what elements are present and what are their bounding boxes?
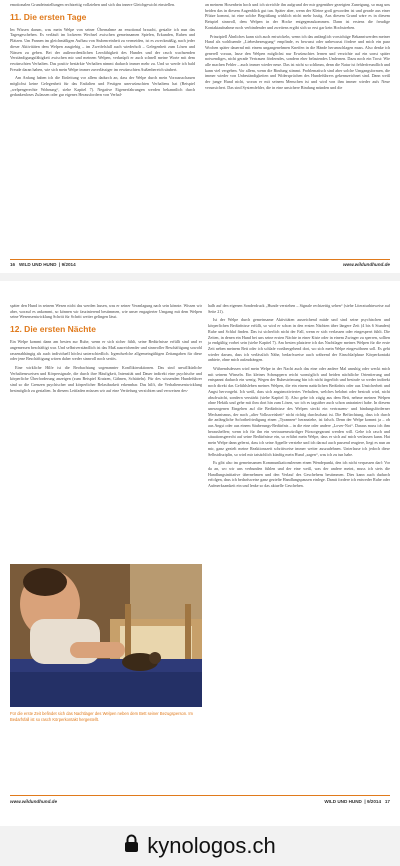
magazine-page-16 xyxy=(0,0,400,273)
url-domain[interactable]: kynologos.ch xyxy=(147,833,276,858)
paragraph: Eine wirkliche Hilfe ist die Beobachtung sogenannter Konfliktreaktionen. Das sind unwillkürliche Verhaltensweisen und Körpersignale, die durch ihre Häufigkeit, Intensität und Dauer indirekt eine psychische und körperliche Überforderung anzeigen (zum Beispiel Kratzen, Gähnen, Schütteln). Für des wissenden Hundeführer sind so die Grenzen psychischer und körperlicher Belastbarkeit erkennbar. Das hilft, die Verhaltensentwicklung bestmöglich zu gestalten. In diesem Leitfaden müssen wir auf eine Vertiefung verzichten und verweisen des- xyxy=(10,364,202,393)
paragraph: Prinzipiell Ähnliches kann sich auch entwickeln, wenn ich das anfänglich vorsichtige Bekanntwerden meiner Hand als wohltuende „Liebesbezeugung“ empfinde, es bewusst oder unbewusst fördere und mich ein paar Wochen später dauernd mit einem ungangenehmen Kneifen in die Hände herumschlagen muss. Also denke ich generell voraus, lasse den Welpen möglichst nur Erwünschtes lernen und verzichte auf ein sonst später notwendiges, nicht gerade Vertrauen förderndes, sondern eher belastendes Umlernen. Dazu noch ein Trost: Wie alle machen Fehler – auch immer wieder neue. Das ist nicht so schlimm, denn die Natur ist fehlerfreundlich und kann viel vergeben. Vor allem, wenn die Bindung stimmt. Problematisch sind aber solche Umgangsformen, die immer wieder von Unbeständigkeiten und Widersprüchen des Hundeführers gekennzeichnet sind. Dann weiß der junge Hund nicht, woran er mit seinem Menschen ist und wird von ihm immer wieder aufs Neue verunsichert. Das sind Systemfehler, die in eine unsichere Bindung münden und die xyxy=(205,33,390,90)
left-column xyxy=(10,2,195,101)
magazine-brand: WILD UND HUND xyxy=(18,262,57,267)
paragraph: Im Wissen darum, was mein Welpe von seiner Übernahme an emotional braucht, gestalte ich nun das Tagesgeschehen. Es verläuft im lockeren Wechsel zwischen gemeinsamen Spielen, Erkunden, Ruhen und Plätzen. Um Pannen im gleichmäßigen Aufbau von Stubenreinheit zu vermeiden, ist es zweckmäßig, nach jeder dieser Aktivitäten dem Welpen ausgiebig – im Zweifelsfall auch wiederholt – Gelegenheit zum Lösen und Nässen zu geben. Bei der außerordentlichen Lernfähigkeit des Hundes und der rasch wachsenden Verständigungsfähigkeit zwischen mir und meinem Welpen, verknüpft er auch schnell meine Worte mit dem erwünschten Verhalten. Das positiv bestärkte Verhalten nimmt dadurch immer mehr zu. Und so werde ich bald Freude daran haben, wie sich mein Welpe immer zuverlässiger im erwünschten Außenbereich säubert. xyxy=(10,26,195,72)
lock-icon xyxy=(124,834,139,858)
right-column xyxy=(205,2,390,94)
issue-number: 9/2014 xyxy=(61,262,76,267)
paragraph: Ein Welpe kommt dann am besten zur Ruhe, wenn er sich sicher fühlt, seine Bedürfnisse erfüllt sind und er angemessen beschäftigt war. Und selbstverständlich ist das Maß ausreichender und sinnvoller Beschäftigung sowohl rassenabhängig als auch individuell höchst unterschiedlich. Irgendwelche allgemeingültigen Zeitangaben für diese oder jene Beschäftigung wären daher weder sinnvoll noch seriös. xyxy=(10,339,202,362)
paragraph: Währendsdessen wird mein Welpe in der Nacht auch das eine oder andere Mal unruhig oder weckt mich mit seinem Winseln. Ein kleines Schnuppern reicht womöglich und beiden nächtliche Orientierung und entspannt dadurch ein wenig. Wegen der Ruheströmung bin ich nicht ärgerlich und bestrafe so weder indirekt noch direkt das Gefühlsleben meines Welpen, die ein einem natürlichen Bedürfnis oder aus Unsicherheit und Angst hervorgeht. Ich weiß, dass sich angstmotiviertes Verhalten, welches belohnt oder bestraft wird, nicht abschwächt, sondern verstärkt (siehe Kapitel 3). Also gehe ich zügig aus dem Bett, nehme meinen Welpen ohne Hektik und gehe mit ihm dort hin zum Lösen, wo ich es tagsüber auch schon antrainiert habe. In diesem unerzogenen Eingehen auf die Bedürfnisse des Welpen steckt ein vertrauens- und bindungsförderner Mechanismus, der nach „alter Volksweisheit“ nicht richtig durchschaut ist. Die Befürchtung, dass ich durch die anfängliche Sofortbefriedigung einen „Tyrannen“ heranziehe, ist falsch. Denn der Welpe kommt ja – ob aus Angst oder aus einem Säuberungs-Bedürfnis – in die eine oder andere „Lover-Not“. Daraus muss ich ihm heraushelfen; wenn ich für ihn ein vertrauenswürdiger Fürsorgegarant werden will. Gehe ich rasch und situationsgerecht auf seine Bedürfnisse ein, so erfährt mein Welpe, dass er sich auf mich verlassen kann. Hat mein Welpe dann gelernt, dass ich seine Appelle verstehe und ich darauf auch passend reagiere, liegt es nun an mir, ganz gezielt meine Reaktionszeit schrittweise immer weiter auszudehnen. Unterlasse ich jedoch diese Selbstdisziplin, so wird mir tatsächlich künftig mein Hund „sagen“, was ich zu tun habe. xyxy=(208,366,390,457)
left-column xyxy=(10,303,202,396)
section-heading: 12. Die ersten Nächte xyxy=(10,324,96,335)
magazine-page-17 xyxy=(0,281,400,826)
page-footer: 16 WILD UND HUND | 9/2014 xyxy=(10,262,76,267)
footer-rule xyxy=(10,259,390,260)
paragraph: Am Anfang haben ich die Einleitung vor allem dadurch an, dass der Welpe durch mein Voraussschauen möglichst keine Gelegenheit für das Entfalten und Festigen unerwünschten Verhaltens hat (Beispiel „welpengerechte Wohnung“, siehe Kapitel 7). Negative Eigenerfahrungen werden bekanntlich durch gedankenloses Zulassen oder gar eigenes Herausfordern von Verhal- xyxy=(10,75,195,98)
magazine-brand: WILD UND HUND xyxy=(324,799,362,804)
paragraph: Ist der Welpe durch gemeinsame Aktivitäten ausreichend müde und sind seine psychischen und körperlichen Bedürfnisse erfüllt, so wird er schon in den ersten Nächten über längere Zeit (4 bis 6 Stunden) Ruhe und Schlaf finden. Das ist sicherlich nicht der Fall, wenn er sich verlassen oder eingesperrt fühlt. Die Zeiten, in denen ein Hund bei uns seine ersten Nächte in einer Kiste oder in einem Zwinger zu sperren, sollten ja endgültig vorbei sein (siehe Kapitel 7). Am besten platziere ich das Nachtlager meines Welpen für die erste Zeit neben meinem Bett oder ich schlafe vorübergehend dort, wo sich mein Welpe eingewöhnen soll. Es geht wieder darum, dass ich verlässlich Nähe, bedarfsweise auch während der Einschlafphase Körperkontakt anbiete, ohne mich aufzudrängen. xyxy=(208,317,390,363)
footer-rule xyxy=(10,795,390,796)
issue-number: 9/2014 xyxy=(366,799,382,804)
photo-caption: Für die erste Zeit befindet sich das Nachtlager des Welpen neben dem Bett seiner Bezugsperson. Im Bedarfsfall ist so rasch Körperkontakt hergestellt. xyxy=(10,711,193,722)
paragraph: halb auf den eigenen Sonderdruck „Hunde verstehen – Signale rechtzeitig sehen“ (siehe Literaturhinweise auf Seite 21). xyxy=(208,303,390,314)
footer-url: www.wildundhund.de xyxy=(342,262,390,267)
right-column xyxy=(208,303,390,492)
puppy-bed-photo xyxy=(10,564,202,707)
page-number: 17 xyxy=(384,799,390,804)
paragraph: Es gibt also im gemeinsamen Kommunikationslernen einen Wendepunkt, den ich nicht verpassen darf: Vor da an, wo wir uns verbunden fühlen und der eine weiß, was der andere meint, muss ich stets die Handlungsinitiative übernehmen und den Verlauf des Geschehens bestimmen. Dies kann auch dadurch erfolgen, dass ich bedarfsweise ganz gezielte Handlungspausen einlege. Damit fordere ich entweder Ruhe oder Aufmerksamkeit ein und lenke so das aktuelle Geschehen. xyxy=(208,460,390,489)
page-footer: WILD UND HUND | 9/2014 17 xyxy=(324,799,390,804)
page-number: 16 xyxy=(10,262,16,267)
browser-address-bar[interactable] xyxy=(0,826,400,866)
section-heading: 11. Die ersten Tage xyxy=(10,11,87,22)
footer-url: www.wildundhund.de xyxy=(10,799,58,804)
paragraph: emotionalen Grundeinstellungen rechtzeitig vollziehen und sich das innere Gleichgewicht einstellen. xyxy=(10,2,176,7)
paragraph: später den Hund in seinem Wesen nicht das werden lassen, was er seiner Veranlagung nach sein könnte. Wissen wir aber, worauf es ankommt, so können wir faszinierend bestimmen, wie unser engagierter Umgang mit dem Welpen seine Wesensentwicklung Schritt für Schritt weiter gelingen lässt. xyxy=(10,303,202,320)
paragraph: an meinem Hosenbein hoch und ich streichle ihn aufgrund der mir gegenüber gezeigten Zuneigung, so mag uns beiden das in diesem Augenblick gut tun. Später aber, wenn der Kleine groß geworden ist und gerade aus einer Pfütze kommt, ist eine solche Begrüßung wirklich nicht mehr lustig. Aus diesem Grund wäre es in diesem Beispiel sinnvoll, dem Welpen in der Hocke entgegenzukommen. Dann ist erstens die freudige Kontaktaufnahme noch verbindender und zweitens ergibt sich so erst gar kein Hochstreben. xyxy=(205,2,390,30)
